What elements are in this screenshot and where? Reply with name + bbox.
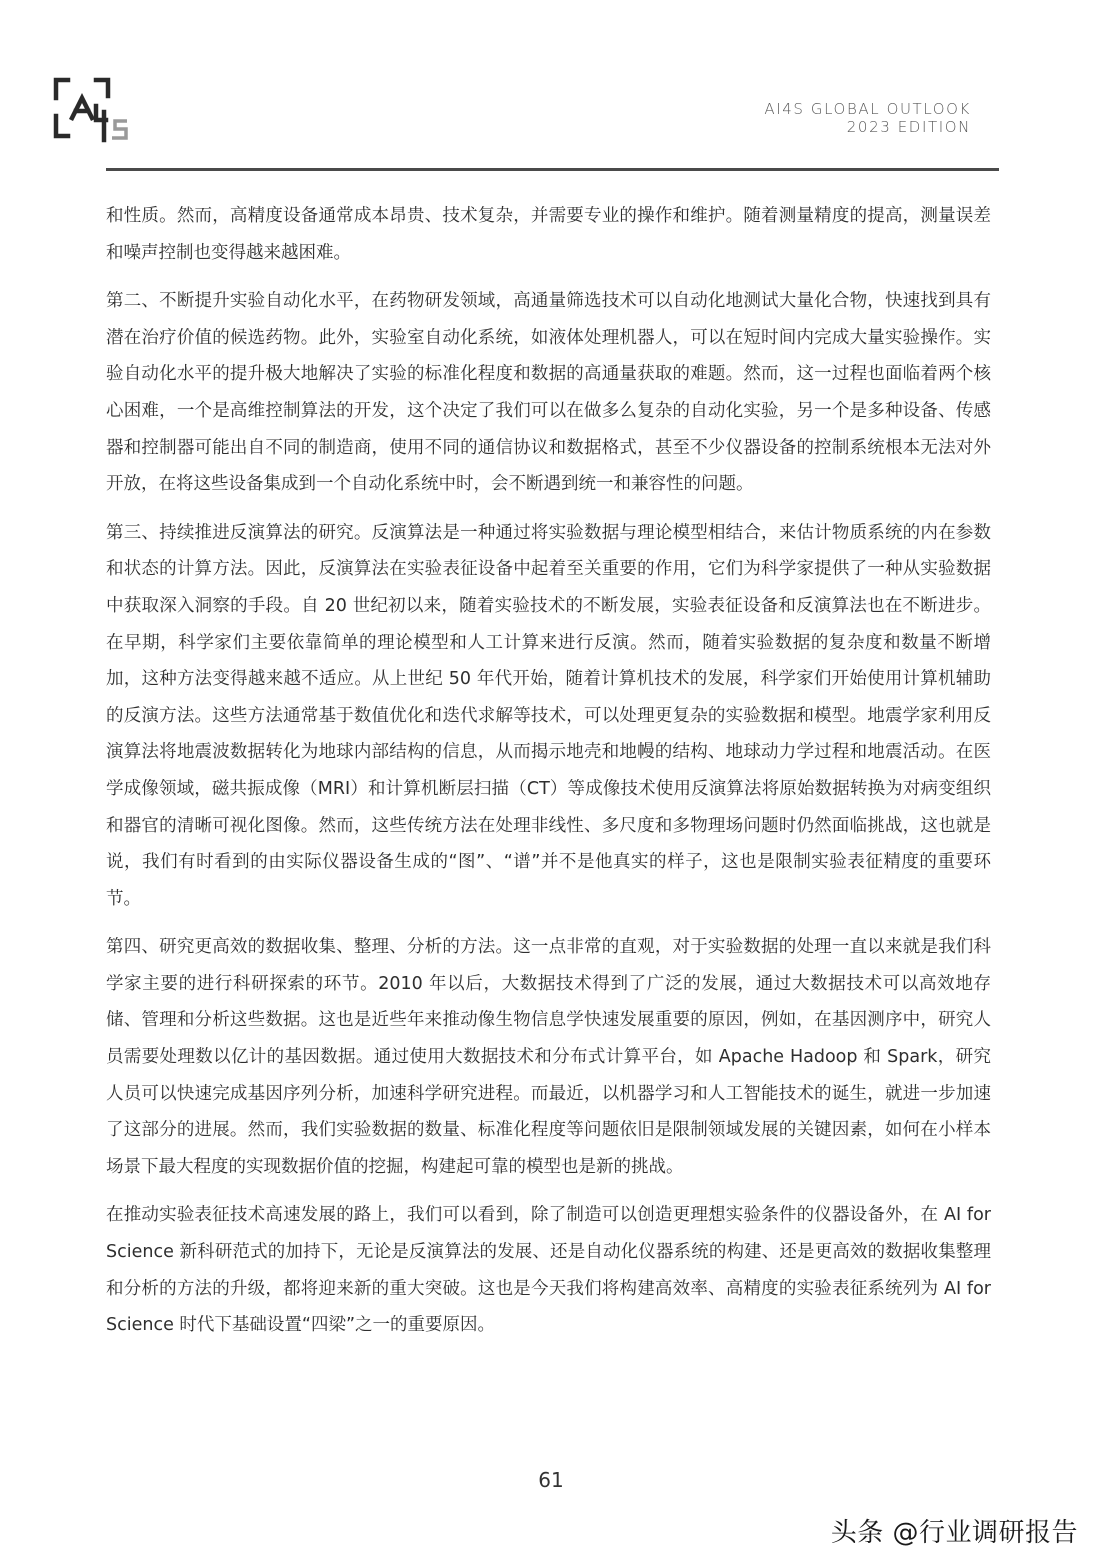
report-header [764, 100, 971, 136]
paragraph-1: 和性质。然而，高精度设备通常成本昂贵、技术复杂，并需要专业的操作和维护。随着测量精度的提高，测量误差和噪声控制也变得越来越困难。 [106, 206, 991, 263]
ai4s-logo-icon [52, 76, 132, 146]
paragraph-4: 第四、研究更高效的数据收集、整理、分析的方法。这一点非常的直观，对于实验数据的处理一直以来就是我们科学家主要的进行科研探索的环节。2010 年以后，大数据技术得到了广泛的发展，通过大数据技术可以高效地存储、管理和分析这些数据。这也是近些年来推动像生物信息学快速发展重要的原因，例如，在基因测序中，研究人员需要处理数以亿计的基因数据。通过使用大数据技术和分布式计算平台，如 Apache Hadoop 和 Spark，研究人员可以快速完成基因序列分析，加速科学研究进程。而最近，以机器学习和人工智能技术的诞生，就进一步加速了这部分的进展。然而，我们实验数据的数量、标准化程度等问题依旧是限制领域发展的关键因素，如何在小样本场景下最大程度的实现数据价值的挖掘，构建起可靠的模型也是新的挑战。 [106, 937, 991, 1177]
paragraph-2: 第二、不断提升实验自动化水平，在药物研发领域，高通量筛选技术可以自动化地测试大量化合物，快速找到具有潜在治疗价值的候选药物。此外，实验室自动化系统，如液体处理机器人，可以在短时间内完成大量实验操作。实验自动化水平的提升极大地解决了实验的标准化程度和数据的高通量获取的难题。然而，这一过程也面临着两个核心困难，一个是高维控制算法的开发，这个决定了我们可以在做多么复杂的自动化实验，另一个是多种设备、传感器和控制器可能出自不同的制造商，使用不同的通信协议和数据格式，甚至不少仪器设备的控制系统根本无法对外开放，在将这些设备集成到一个自动化系统中时，会不断遇到统一和兼容性的问题。 [106, 291, 991, 495]
body-text [106, 198, 991, 1356]
paragraph-3: 第三、持续推进反演算法的研究。反演算法是一种通过将实验数据与理论模型相结合，来估计物质系统的内在参数和状态的计算方法。因此，反演算法在实验表征设备中起着至关重要的作用，它们为科学家提供了一种从实验数据中获取深入洞察的手段。自 20 世纪初以来，随着实验技术的不断发展，实验表征设备和反演算法也在不断进步。在早期，科学家们主要依靠简单的理论模型和人工计算来进行反演。然而，随着实验数据的复杂度和数量不断增加，这种方法变得越来越不适应。从上世纪 50 年代开始，随着计算机技术的发展，科学家们开始使用计算机辅助的反演方法。这些方法通常基于数值优化和迭代求解等技术，可以处理更复杂的实验数据和模型。地震学家利用反演算法将地震波数据转化为地球内部结构的信息，从而揭示地壳和地幔的结构、地球动力学过程和地震活动。在医学成像领域，磁共振成像（MRI）和计算机断层扫描（CT）等成像技术使用反演算法将原始数据转换为对病变组织和器官的清晰可视化图像。然而，这些传统方法在处理非线性、多尺度和多物理场问题时仍然面临挑战，这也就是说，我们有时看到的由实际仪器设备生成的“图”、“谱”并不是他真实的样子，这也是限制实验表征精度的重要环节。 [106, 522, 991, 909]
header-title: AI4S GLOBAL OUTLOOK [764, 100, 971, 118]
header-divider [106, 168, 999, 171]
watermark: 头条 @行业调研报告 [830, 1518, 1078, 1548]
ai4s-logo [52, 76, 132, 146]
page-number: 61 [538, 1468, 564, 1492]
paragraph-5: 在推动实验表征技术高速发展的路上，我们可以看到，除了制造可以创造更理想实验条件的仪器设备外，在 AI for Science 新科研范式的加持下，无论是反演算法的发展、还是自动化仪器系统的构建、还是更高效的数据收集整理和分析的方法的升级，都将迎来新的重大突破。这也是今天我们将构建高效率、高精度的实验表征系统列为 AI for Science 时代下基础设置“四梁”之一的重要原因。 [106, 1205, 991, 1336]
header-edition: 2023 EDITION [846, 118, 971, 136]
